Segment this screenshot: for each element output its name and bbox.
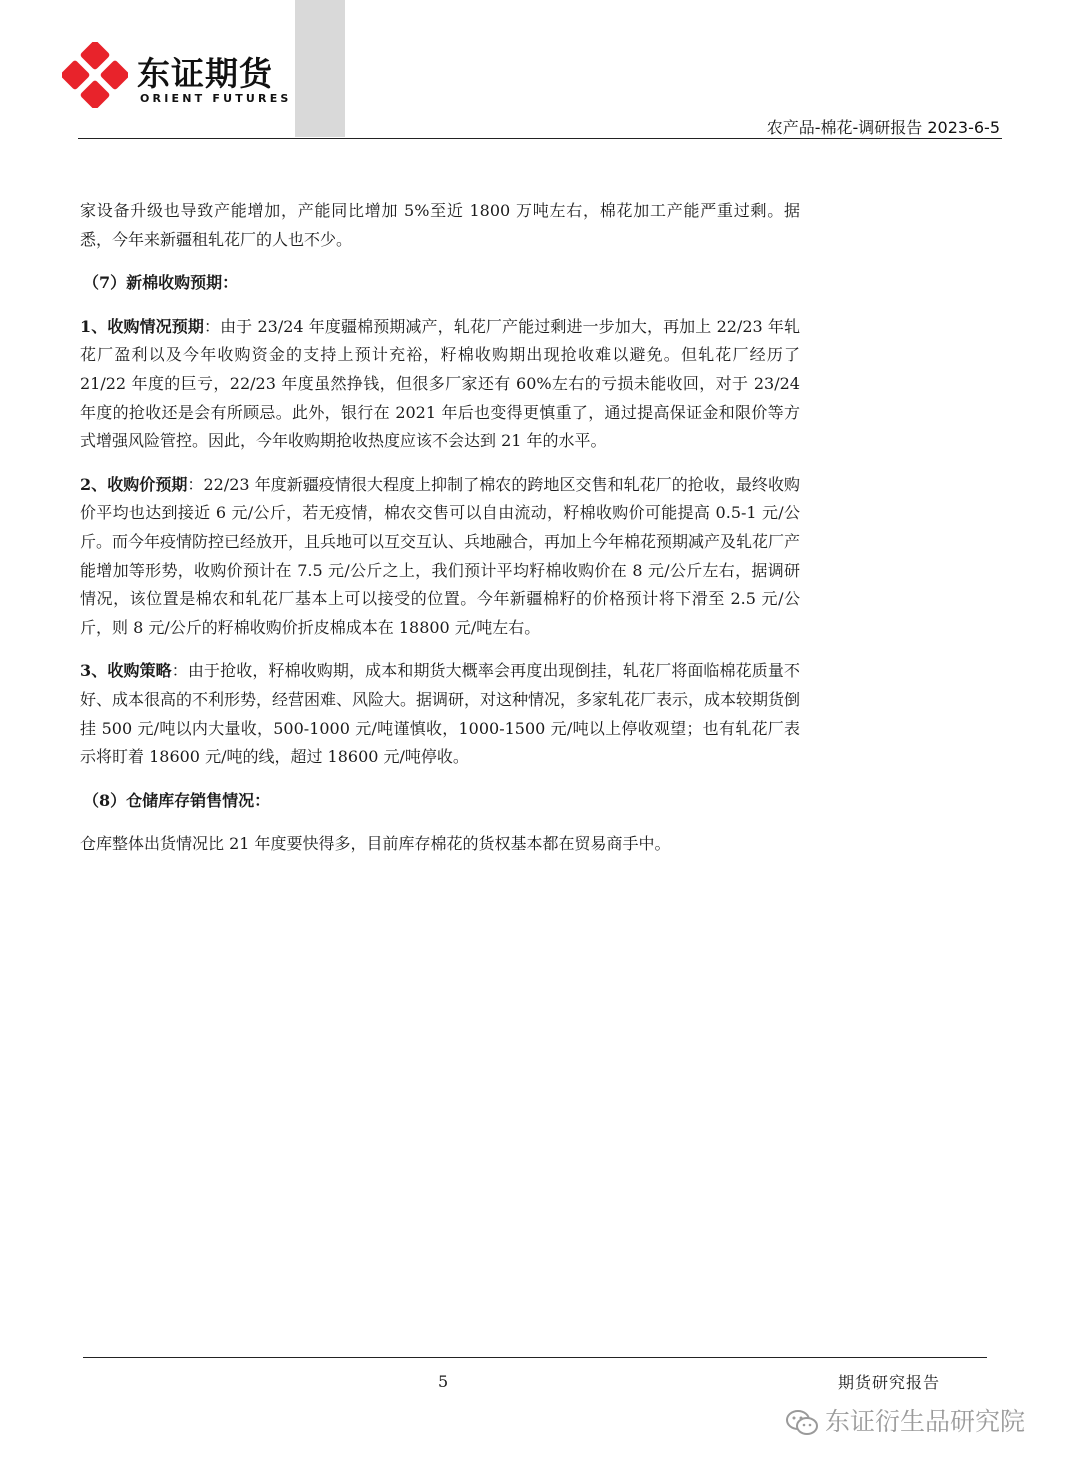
paragraph-lead: 2、收购价预期 bbox=[80, 474, 188, 494]
wechat-icon bbox=[785, 1409, 819, 1437]
paragraph-lead: 1、收购情况预期 bbox=[80, 316, 204, 336]
watermark bbox=[785, 1402, 1025, 1438]
logo-chinese-name: 东证期货 bbox=[137, 54, 273, 93]
paragraph-text: ：由于 23/24 年度疆棉预期减产，轧花厂产能过剩进一步加大，再加上 22/23 年轧花厂盈利以及今年收购资金的支持上预计充裕，籽棉收购期出现抢收难以避免。但轧花厂经历了 21/22 年度的巨亏，22/23 年度虽然挣钱，但很多厂家还有 60%左右的亏损未能收回，对于 23/24 年度的抢收还是会有所顾忌。此外，银行在 2021 年后也变得更慎重了，通过提高保证金和限价等方式增强风险管控。因此，今年收购期抢收热度应该不会达到 21 年的水平。 bbox=[80, 316, 800, 451]
paragraph-warehouse: 仓库整体出货情况比 21 年度要快得多，目前库存棉花的货权基本都在贸易商手中。 bbox=[80, 834, 671, 854]
paragraph-purchase-expectation bbox=[80, 313, 800, 456]
report-title: 农产品-棉花-调研报告 2023-6-5 bbox=[766, 118, 1000, 137]
logo-mark-icon bbox=[62, 42, 128, 108]
paragraph-text: ：由于抢收，籽棉收购期，成本和期货大概率会再度出现倒挂，轧花厂将面临棉花质量不好、成本很高的不利形势，经营困难、风险大。据调研，对这种情况，多家轧花厂表示，成本较期货倒挂 500 元/吨以内大量收，500-1000 元/吨谨慎收，1000-1500 元/吨以上停收观望；也有轧花厂表示将盯着 18600 元/吨的线，超过 18600 元/吨停收。 bbox=[80, 661, 801, 767]
paragraph-continued: 家设备升级也导致产能增加，产能同比增加 5%至近 1800 万吨左右，棉花加工产能严重过剩。据悉，今年来新疆租轧花厂的人也不少。 bbox=[80, 201, 800, 249]
section-heading-8: （8）仓储库存销售情况： bbox=[83, 790, 271, 810]
section-heading-7: （7）新棉收购预期： bbox=[83, 273, 239, 293]
page-number: 5 bbox=[438, 1372, 449, 1391]
header-divider bbox=[78, 138, 1002, 139]
paragraph-purchase-strategy bbox=[80, 657, 800, 771]
watermark-text: 东证衍生品研究院 bbox=[825, 1407, 1026, 1436]
logo-english-name: ORIENT FUTURES bbox=[140, 92, 292, 105]
report-body bbox=[80, 197, 800, 874]
footer-divider bbox=[83, 1357, 987, 1358]
paragraph-text: ：22/23 年度新疆疫情很大程度上抑制了棉农的跨地区交售和轧花厂的抢收，最终收购价平均也达到接近 6 元/公斤，若无疫情，棉农交售可以自由流动，籽棉收购价可能提高 0.5-1 元/公斤。而今年疫情防控已经放开，且兵地可以互交互认、兵地融合，再加上今年棉花预期减产及轧花厂产能增加等形势，收购价预计在 7.5 元/公斤之上，我们预计平均籽棉收购价在 8 元/公斤左右，据调研情况，该位置是棉农和轧花厂基本上可以接受的位置。今年新疆棉籽的价格预计将下滑至 2.5 元/公斤，则 8 元/公斤的籽棉收购价折皮棉成本在 18800 元/吨左右。 bbox=[80, 474, 801, 637]
paragraph-price-expectation bbox=[80, 471, 800, 643]
paragraph-lead: 3、收购策略 bbox=[80, 661, 172, 681]
company-logo bbox=[62, 40, 292, 110]
header-gray-band bbox=[295, 0, 345, 137]
footer-label: 期货研究报告 bbox=[838, 1373, 941, 1392]
